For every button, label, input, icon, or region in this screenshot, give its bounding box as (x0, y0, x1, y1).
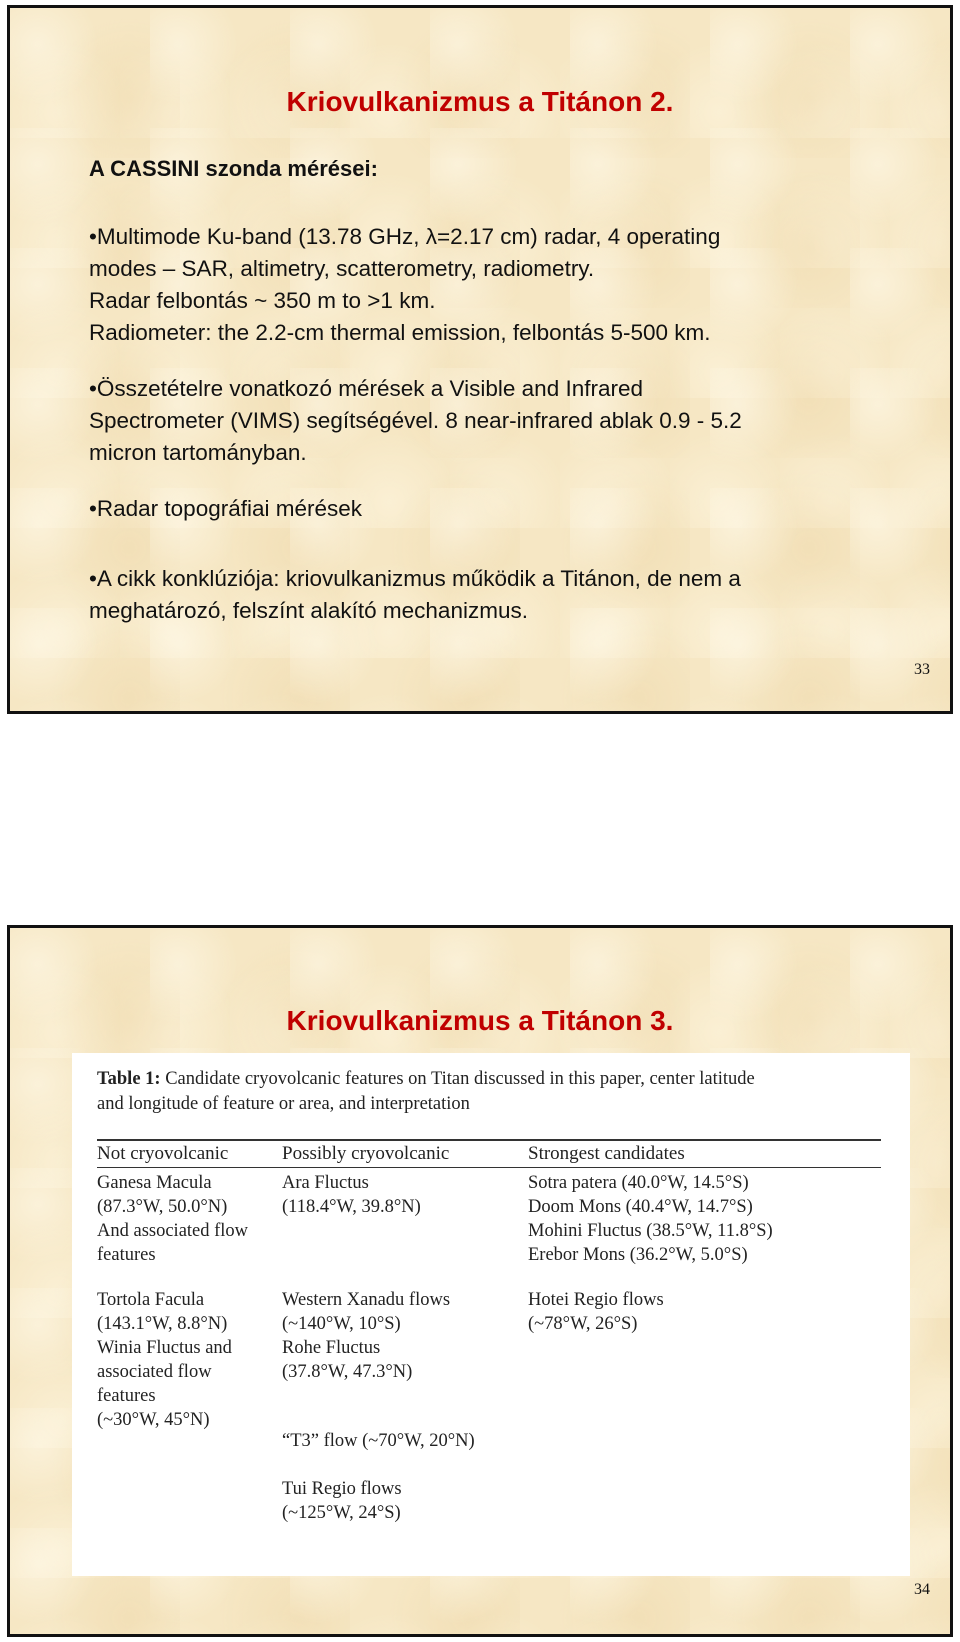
table-cell (528, 1288, 664, 1336)
cell-line: Tui Regio flows (282, 1479, 402, 1499)
cell-line: Western Xanadu flows (282, 1290, 451, 1310)
cell-line: (37.8°W, 47.3°N) (282, 1362, 413, 1382)
table-top-rule (97, 1139, 881, 1141)
cell-line: (~125°W, 24°S) (282, 1503, 401, 1523)
table-cell (97, 1288, 232, 1432)
bullet-line: •Radar topográfiai mérések (89, 496, 363, 521)
cell-line: Ara Fluctus (282, 1173, 369, 1193)
table-cell (282, 1288, 450, 1384)
cell-line: Rohe Fluctus (282, 1338, 381, 1358)
cell-line: features (97, 1245, 156, 1265)
cell-line: Winia Fluctus and (97, 1338, 232, 1358)
slide-title: Kriovulkanizmus a Titánon 3. (286, 1005, 674, 1036)
cell-line: Ganesa Macula (97, 1173, 212, 1193)
bullet-line: •Multimode Ku-band (13.78 GHz, λ=2.17 cm) radar, 4 operating (89, 224, 721, 249)
page-number: 33 (914, 661, 930, 678)
bullet-line: •A cikk konklúziója: kriovulkanizmus működik a Titánon, de nem a (89, 566, 741, 591)
table-cell (97, 1171, 248, 1267)
cell-line: Mohini Fluctus (38.5°W, 11.8°S) (528, 1221, 773, 1241)
cell-line: Hotei Regio flows (528, 1290, 664, 1310)
cell-line: (~30°W, 45°N) (97, 1410, 210, 1430)
slide-subheading: A CASSINI szonda mérései: (89, 156, 378, 181)
table-caption-text: Candidate cryovolcanic features on Titan discussed in this paper, center latitude (160, 1069, 755, 1089)
table-caption-text: and longitude of feature or area, and interpretation (97, 1094, 470, 1114)
cell-line: Tortola Facula (97, 1290, 205, 1310)
bullet-list (89, 221, 869, 627)
bullet-line: Radiometer: the 2.2-cm thermal emission, felbontás 5-500 km. (89, 320, 711, 345)
column-header: Strongest candidates (528, 1143, 685, 1164)
cell-line: (87.3°W, 50.0°N) (97, 1197, 228, 1217)
cell-line: “T3” flow (~70°W, 20°N) (282, 1431, 475, 1451)
cell-line: Doom Mons (40.4°W, 14.7°S) (528, 1197, 753, 1217)
bullet-line: meghatározó, felszínt alakító mechanizmus. (89, 598, 528, 623)
bullet-line: Spectrometer (VIMS) segítségével. 8 near-infrared ablak 0.9 - 5.2 (89, 408, 742, 433)
table-image (72, 1053, 910, 1576)
cell-line: (118.4°W, 39.8°N) (282, 1197, 421, 1217)
table-cell (528, 1171, 773, 1267)
cell-line: (~78°W, 26°S) (528, 1314, 638, 1334)
slide-title: Kriovulkanizmus a Titánon 2. (286, 86, 674, 117)
cell-line: Erebor Mons (36.2°W, 5.0°S) (528, 1245, 748, 1265)
column-header: Not cryovolcanic (97, 1143, 229, 1164)
cell-line: (143.1°W, 8.8°N) (97, 1314, 228, 1334)
slide-34 (7, 925, 953, 1637)
table-cell (282, 1171, 421, 1219)
table-caption-label: Table 1: (97, 1069, 161, 1089)
bullet-line: •Összetételre vonatkozó mérések a Visible and Infrared (89, 376, 643, 401)
cell-line: associated flow (97, 1362, 212, 1382)
bullet-line: micron tartományban. (89, 440, 307, 465)
cell-line: features (97, 1386, 156, 1406)
page-number: 34 (914, 1581, 930, 1598)
slide-33 (7, 5, 953, 714)
table-caption (97, 1067, 887, 1117)
cell-line: Sotra patera (40.0°W, 14.5°S) (528, 1173, 749, 1193)
cell-line: And associated flow (97, 1221, 249, 1241)
bullet-line: Radar felbontás ~ 350 m to >1 km. (89, 288, 436, 313)
cell-line: (~140°W, 10°S) (282, 1314, 401, 1334)
bullet-line: modes – SAR, altimetry, scatterometry, radiometry. (89, 256, 595, 281)
table-cell (282, 1429, 475, 1453)
table-header-rule (97, 1167, 881, 1168)
table-cell (282, 1477, 402, 1525)
column-header: Possibly cryovolcanic (282, 1143, 450, 1164)
